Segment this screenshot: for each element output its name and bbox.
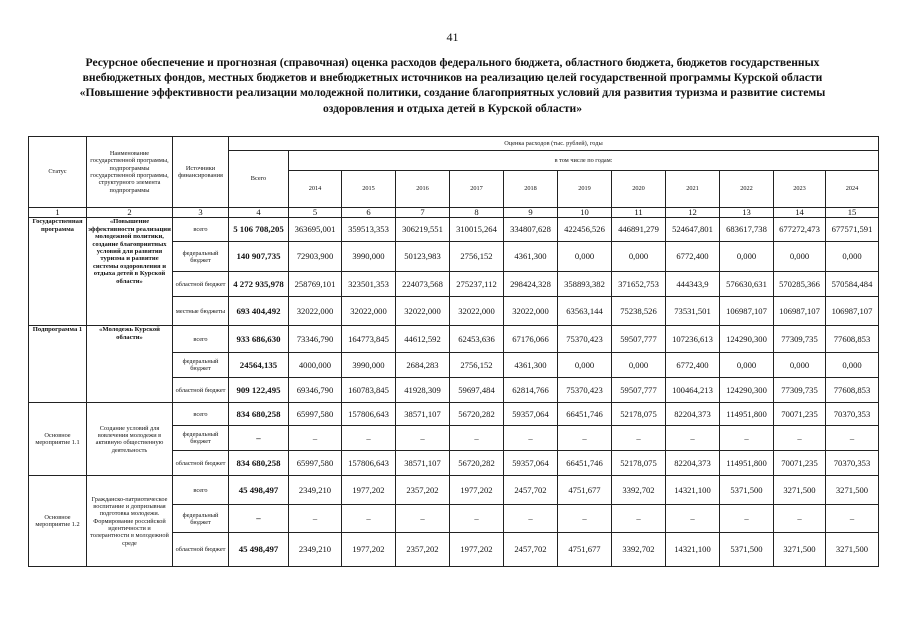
column-index-row — [29, 208, 879, 218]
column-index: 11 — [612, 208, 666, 218]
row-value: 258769,101 — [289, 272, 342, 297]
table-row — [29, 476, 879, 505]
row-value: 3990,000 — [342, 242, 396, 272]
row-value: – — [666, 505, 720, 533]
row-value: – — [826, 505, 879, 533]
column-index: 12 — [666, 208, 720, 218]
header-total: Всего — [229, 151, 289, 208]
row-total: 45 498,497 — [229, 476, 289, 505]
column-index: 15 — [826, 208, 879, 218]
row-source: областной бюджет — [173, 533, 229, 567]
row-value: 334807,628 — [504, 218, 558, 242]
row-status: Государственная программа — [29, 218, 87, 326]
row-value: 41928,309 — [396, 378, 450, 403]
row-value: 59357,064 — [504, 451, 558, 476]
row-name: Гражданско-патриотическое воспитание и допризывная подготовка молодежи. Формирование российской идентичности и толерантности в молодежной среде — [87, 476, 173, 567]
row-value: 2756,152 — [450, 242, 504, 272]
row-value: 0,000 — [612, 353, 666, 378]
row-value: 65997,580 — [289, 451, 342, 476]
table-row — [29, 326, 879, 353]
row-value: 38571,107 — [396, 451, 450, 476]
row-value: 570584,484 — [826, 272, 879, 297]
column-index: 5 — [289, 208, 342, 218]
row-value: 0,000 — [826, 242, 879, 272]
row-value: 363695,001 — [289, 218, 342, 242]
row-value: 82204,373 — [666, 403, 720, 426]
row-name: «Молодежь Курской области» — [87, 326, 173, 403]
row-value: 160783,845 — [342, 378, 396, 403]
row-value: 0,000 — [826, 353, 879, 378]
row-value: 32022,000 — [504, 297, 558, 326]
row-total: – — [229, 505, 289, 533]
row-total: 933 686,630 — [229, 326, 289, 353]
row-value: 56720,282 — [450, 403, 504, 426]
row-value: 5371,500 — [720, 476, 774, 505]
row-value: 59507,777 — [612, 378, 666, 403]
header-name: Наименование государственной программы, подпрограммы государственной программы, структурного элемента подпрограммы — [87, 137, 173, 208]
row-value: 422456,526 — [558, 218, 612, 242]
row-value: – — [289, 505, 342, 533]
column-index: 4 — [229, 208, 289, 218]
row-value: – — [504, 505, 558, 533]
row-value: 59697,484 — [450, 378, 504, 403]
row-value: 2357,202 — [396, 533, 450, 567]
row-value: 570285,366 — [774, 272, 826, 297]
row-value: 56720,282 — [450, 451, 504, 476]
table-row — [29, 403, 879, 426]
row-value: 32022,000 — [289, 297, 342, 326]
header-status: Статус — [29, 137, 87, 208]
row-total: 24564,135 — [229, 353, 289, 378]
row-value: 306219,551 — [396, 218, 450, 242]
row-value: 0,000 — [612, 242, 666, 272]
column-index: 13 — [720, 208, 774, 218]
row-value: 4751,677 — [558, 476, 612, 505]
row-value: 2349,210 — [289, 533, 342, 567]
row-value: 75370,423 — [558, 378, 612, 403]
row-value: 2457,702 — [504, 533, 558, 567]
row-value: 62453,636 — [450, 326, 504, 353]
row-value: 66451,746 — [558, 403, 612, 426]
row-value: 6772,400 — [666, 242, 720, 272]
column-index: 9 — [504, 208, 558, 218]
header-year: 2016 — [396, 171, 450, 208]
row-value: – — [396, 505, 450, 533]
row-value: 106987,107 — [774, 297, 826, 326]
row-source: областной бюджет — [173, 451, 229, 476]
row-value: 73346,790 — [289, 326, 342, 353]
row-value: 77608,853 — [826, 326, 879, 353]
row-source: федеральный бюджет — [173, 505, 229, 533]
row-value: 0,000 — [720, 353, 774, 378]
row-total: 834 680,258 — [229, 403, 289, 426]
row-value: 224073,568 — [396, 272, 450, 297]
row-value: 298424,328 — [504, 272, 558, 297]
row-value: 4000,000 — [289, 353, 342, 378]
row-value: 1977,202 — [450, 476, 504, 505]
row-source: федеральный бюджет — [173, 426, 229, 451]
row-value: 4751,677 — [558, 533, 612, 567]
row-value: – — [342, 426, 396, 451]
row-source: всего — [173, 476, 229, 505]
row-value: 77309,735 — [774, 326, 826, 353]
row-status: Основное мероприятие 1.1 — [29, 403, 87, 476]
row-value: 14321,100 — [666, 533, 720, 567]
row-value: 75370,423 — [558, 326, 612, 353]
row-value: 677571,591 — [826, 218, 879, 242]
row-value: – — [558, 505, 612, 533]
row-value: 70370,353 — [826, 451, 879, 476]
row-value: 0,000 — [558, 242, 612, 272]
row-value: 6772,400 — [666, 353, 720, 378]
row-value: 44612,592 — [396, 326, 450, 353]
row-value: 4361,300 — [504, 353, 558, 378]
row-value: 32022,000 — [450, 297, 504, 326]
row-value: 52178,075 — [612, 403, 666, 426]
row-value: – — [774, 426, 826, 451]
row-value: – — [450, 505, 504, 533]
row-value: 50123,983 — [396, 242, 450, 272]
header-year: 2019 — [558, 171, 612, 208]
row-value: 444343,9 — [666, 272, 720, 297]
row-value: 4361,300 — [504, 242, 558, 272]
header-year: 2021 — [666, 171, 720, 208]
row-value: 67176,066 — [504, 326, 558, 353]
row-value: 52178,075 — [612, 451, 666, 476]
row-value: 5371,500 — [720, 533, 774, 567]
row-value: – — [612, 505, 666, 533]
row-value: 3392,702 — [612, 533, 666, 567]
row-value: 3271,500 — [774, 533, 826, 567]
row-value: 677272,473 — [774, 218, 826, 242]
row-value: 2349,210 — [289, 476, 342, 505]
row-value: 524647,801 — [666, 218, 720, 242]
row-value: – — [826, 426, 879, 451]
row-value: 1977,202 — [342, 533, 396, 567]
row-value: 124290,300 — [720, 326, 774, 353]
row-value: 359513,353 — [342, 218, 396, 242]
row-value: – — [666, 426, 720, 451]
row-value: 124290,300 — [720, 378, 774, 403]
header-year: 2017 — [450, 171, 504, 208]
row-status: Подпрограмма 1 — [29, 326, 87, 403]
column-index: 2 — [87, 208, 173, 218]
row-value: 576630,631 — [720, 272, 774, 297]
row-value: – — [720, 505, 774, 533]
row-total: 4 272 935,978 — [229, 272, 289, 297]
column-index: 10 — [558, 208, 612, 218]
row-value: 82204,373 — [666, 451, 720, 476]
row-value: 114951,800 — [720, 403, 774, 426]
row-value: 358893,382 — [558, 272, 612, 297]
table-row — [29, 218, 879, 242]
row-value: 683617,738 — [720, 218, 774, 242]
row-value: 3271,500 — [826, 533, 879, 567]
header-year: 2022 — [720, 171, 774, 208]
row-source: федеральный бюджет — [173, 242, 229, 272]
column-index: 6 — [342, 208, 396, 218]
header-estimate: Оценка расходов (тыс. рублей), годы — [229, 137, 879, 151]
row-value: 3392,702 — [612, 476, 666, 505]
row-total: 834 680,258 — [229, 451, 289, 476]
row-value: 3271,500 — [774, 476, 826, 505]
row-total: 909 122,495 — [229, 378, 289, 403]
row-value: 32022,000 — [396, 297, 450, 326]
row-value: 0,000 — [558, 353, 612, 378]
row-name: «Повышение эффективности реализации молодежной политики, создание благоприятных условий для развития туризма и развитие системы оздоровления и отдыха детей в Курской области» — [87, 218, 173, 326]
row-source: местные бюджеты — [173, 297, 229, 326]
row-value: – — [450, 426, 504, 451]
header-year: 2020 — [612, 171, 666, 208]
row-total: 140 907,735 — [229, 242, 289, 272]
row-value: 0,000 — [774, 242, 826, 272]
row-value: – — [396, 426, 450, 451]
row-source: областной бюджет — [173, 272, 229, 297]
header-incl: в том числе по годам: — [289, 151, 879, 171]
row-value: 59357,064 — [504, 403, 558, 426]
page-number: 41 — [446, 30, 459, 44]
row-value: 73531,501 — [666, 297, 720, 326]
row-value: 77309,735 — [774, 378, 826, 403]
row-value: 107236,613 — [666, 326, 720, 353]
row-value: 69346,790 — [289, 378, 342, 403]
header-row — [29, 137, 879, 151]
row-value: – — [342, 505, 396, 533]
row-value: 14321,100 — [666, 476, 720, 505]
row-name: Создание условий для вовлечения молодежи в активную общественную деятельность — [87, 403, 173, 476]
row-value: 310015,264 — [450, 218, 504, 242]
row-source: всего — [173, 326, 229, 353]
row-total: 5 106 708,205 — [229, 218, 289, 242]
row-total: 45 498,497 — [229, 533, 289, 567]
budget-table — [28, 136, 879, 567]
row-value: 66451,746 — [558, 451, 612, 476]
row-value: 65997,580 — [289, 403, 342, 426]
row-value: 32022,000 — [342, 297, 396, 326]
header-year: 2014 — [289, 171, 342, 208]
column-index: 1 — [29, 208, 87, 218]
row-value: 106987,107 — [826, 297, 879, 326]
column-index: 7 — [396, 208, 450, 218]
row-source: федеральный бюджет — [173, 353, 229, 378]
row-value: 371652,753 — [612, 272, 666, 297]
row-value: 164773,845 — [342, 326, 396, 353]
column-index: 3 — [173, 208, 229, 218]
row-value: – — [558, 426, 612, 451]
header-source: Источники финансирования — [173, 137, 229, 208]
row-total: – — [229, 426, 289, 451]
row-value: 2357,202 — [396, 476, 450, 505]
row-source: всего — [173, 403, 229, 426]
row-value: 72903,900 — [289, 242, 342, 272]
row-value: 1977,202 — [450, 533, 504, 567]
row-value: 70370,353 — [826, 403, 879, 426]
row-source: областной бюджет — [173, 378, 229, 403]
row-value: – — [289, 426, 342, 451]
row-value: 59507,777 — [612, 326, 666, 353]
row-source: всего — [173, 218, 229, 242]
row-status: Основное мероприятие 1.2 — [29, 476, 87, 567]
row-value: 63563,144 — [558, 297, 612, 326]
row-value: 106987,107 — [720, 297, 774, 326]
row-value: 0,000 — [720, 242, 774, 272]
row-value: 0,000 — [774, 353, 826, 378]
row-value: 2457,702 — [504, 476, 558, 505]
row-value: 2756,152 — [450, 353, 504, 378]
header-year: 2024 — [826, 171, 879, 208]
header-year: 2023 — [774, 171, 826, 208]
row-value: 275237,112 — [450, 272, 504, 297]
row-value: 62814,766 — [504, 378, 558, 403]
row-value: 77608,853 — [826, 378, 879, 403]
row-value: 70071,235 — [774, 451, 826, 476]
row-value: – — [720, 426, 774, 451]
row-value: 3271,500 — [826, 476, 879, 505]
row-value: 446891,279 — [612, 218, 666, 242]
row-value: – — [774, 505, 826, 533]
row-value: 70071,235 — [774, 403, 826, 426]
column-index: 14 — [774, 208, 826, 218]
row-value: 1977,202 — [342, 476, 396, 505]
row-value: 100464,213 — [666, 378, 720, 403]
row-value: – — [504, 426, 558, 451]
column-index: 8 — [450, 208, 504, 218]
header-year: 2015 — [342, 171, 396, 208]
row-value: 38571,107 — [396, 403, 450, 426]
row-value: – — [612, 426, 666, 451]
row-value: 2684,283 — [396, 353, 450, 378]
row-value: 157806,643 — [342, 403, 396, 426]
header-year: 2018 — [504, 171, 558, 208]
page-title: Ресурсное обеспечение и прогнозная (справочная) оценка расходов федерального бюджета, областного бюджета, бюджетов государственных внебюджетных фондов, местных бюджетов и внебюджетных источников на реализацию целей государственной программы Курской области «Повышение эффективности реализации молодежной политики, создание благоприятных условий для развития туризма и развитие системы оздоровления и отдыха детей в Курской области» — [79, 56, 826, 115]
row-value: 114951,800 — [720, 451, 774, 476]
row-value: 157806,643 — [342, 451, 396, 476]
row-value: 323501,353 — [342, 272, 396, 297]
row-total: 693 404,492 — [229, 297, 289, 326]
row-value: 3990,000 — [342, 353, 396, 378]
row-value: 75238,526 — [612, 297, 666, 326]
